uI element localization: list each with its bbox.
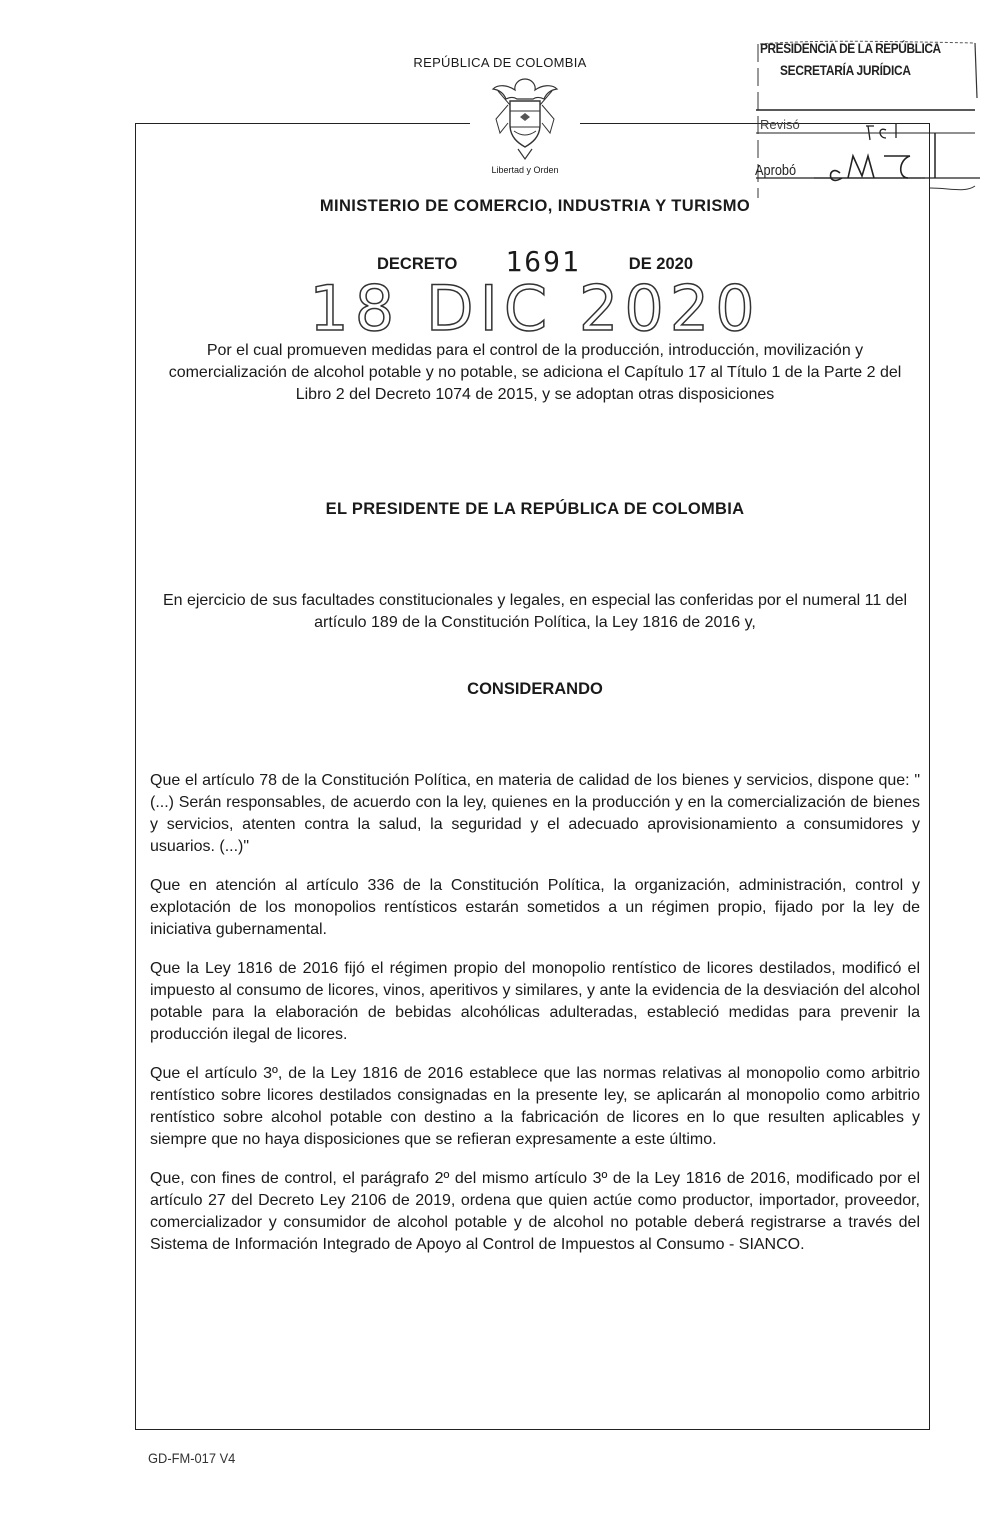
considerando-paragraph: Que el artículo 78 de la Constitución Política, en materia de calidad de los bienes y servicios, dispone que: "(...) Serán responsables, de acuerdo con la ley, quienes en la producción y en la comercialización de bienes y servicios, atenten contra la salud, la seguridad y el adecuado aprovisionamiento a consumidores y usuarios. (...)" bbox=[150, 772, 920, 855]
decreto-anio: DE 2020 bbox=[628, 255, 694, 273]
facultades-paragraph: En ejercicio de sus facultades constitucionales y legales, en especial las conferidas por el numeral 11 del artículo 189 de la Constitución Política, la Ley 1816 de 2016 y, bbox=[162, 592, 908, 631]
form-code: GD-FM-017 V4 bbox=[148, 1450, 236, 1466]
presidente-heading: EL PRESIDENTE DE LA REPÚBLICA DE COLOMBIA bbox=[325, 500, 745, 518]
republica-heading: REPÚBLICA DE COLOMBIA bbox=[413, 55, 587, 70]
ministerio-heading: MINISTERIO DE COMERCIO, INDUSTRIA Y TURISMO bbox=[319, 197, 751, 215]
stamp-reviso-label: Revisó bbox=[760, 117, 800, 132]
stamp-presidencia: PRESIDENCIA DE LA REPÚBLICA bbox=[760, 40, 941, 56]
considerando-heading: CONSIDERANDO bbox=[467, 680, 603, 698]
decreto-label: DECRETO bbox=[376, 255, 458, 273]
lema-text: Libertad y Orden bbox=[491, 165, 559, 175]
coat-of-arms-icon bbox=[490, 75, 560, 165]
decreto-numero: 1691 bbox=[505, 245, 581, 278]
decreto-epigrafe: Por el cual promueven medidas para el control de la producción, introducción, movilización y comercialización de alcohol potable y no potable, se adiciona el Capítulo 17 al Título 1 de la Parte 2 del Libro 2 del Decreto 1074 de 2015, y se adoptan otras disposiciones bbox=[168, 342, 902, 403]
considerando-paragraph: Que en atención al artículo 336 de la Constitución Política, la organización, administración, control y explotación de los monopolios rentísticos estarán sometidos a un régimen propio, fijado por la ley de iniciativa gubernamental. bbox=[150, 877, 920, 938]
considerando-paragraph: Que la Ley 1816 de 2016 fijó el régimen propio del monopolio rentístico de licores destilados, modificó el impuesto al consumo de licores, vinos, aperitivos y similares, y ante la evidencia de la desviación del alcohol potable para la elaboración de bebidas alcohólicas adulteradas, estableció medidas para prevenir la producción ilegal de licores. bbox=[150, 960, 920, 1043]
considerando-paragraph: Que, con fines de control, el parágrafo 2º del mismo artículo 3º de la Ley 1816 de 2016, modificado por el artículo 27 del Decreto Ley 2106 de 2019, ordena que quien actúe como productor, importador, proveedor, comercializador y consumidor de alcohol potable y de alcohol no potable deberá registrarse a través del Sistema de Información Integrado de Apoyo al Control de Impuestos al Consumo - SIANCO. bbox=[150, 1170, 920, 1253]
considerando-paragraph: Que el artículo 3º, de la Ley 1816 de 2016 establece que las normas relativas al monopolio como arbitrio rentístico sobre licores destilados consignadas en la presente ley, se aplicarán al monopolio como arbitrio rentístico sobre alcohol potable con destino a la fabricación de licores en lo que resulten aplicables y siempre que no haya disposiciones que se refieran expresamente a este último. bbox=[150, 1065, 920, 1148]
stamp-aprobo-label: Aprobó bbox=[755, 162, 797, 179]
stamp-secretaria: SECRETARÍA JURÍDICA bbox=[780, 62, 911, 78]
decreto-fecha-stamp: 18 DIC 2020 bbox=[309, 272, 761, 345]
considerandos-body bbox=[150, 770, 920, 1273]
